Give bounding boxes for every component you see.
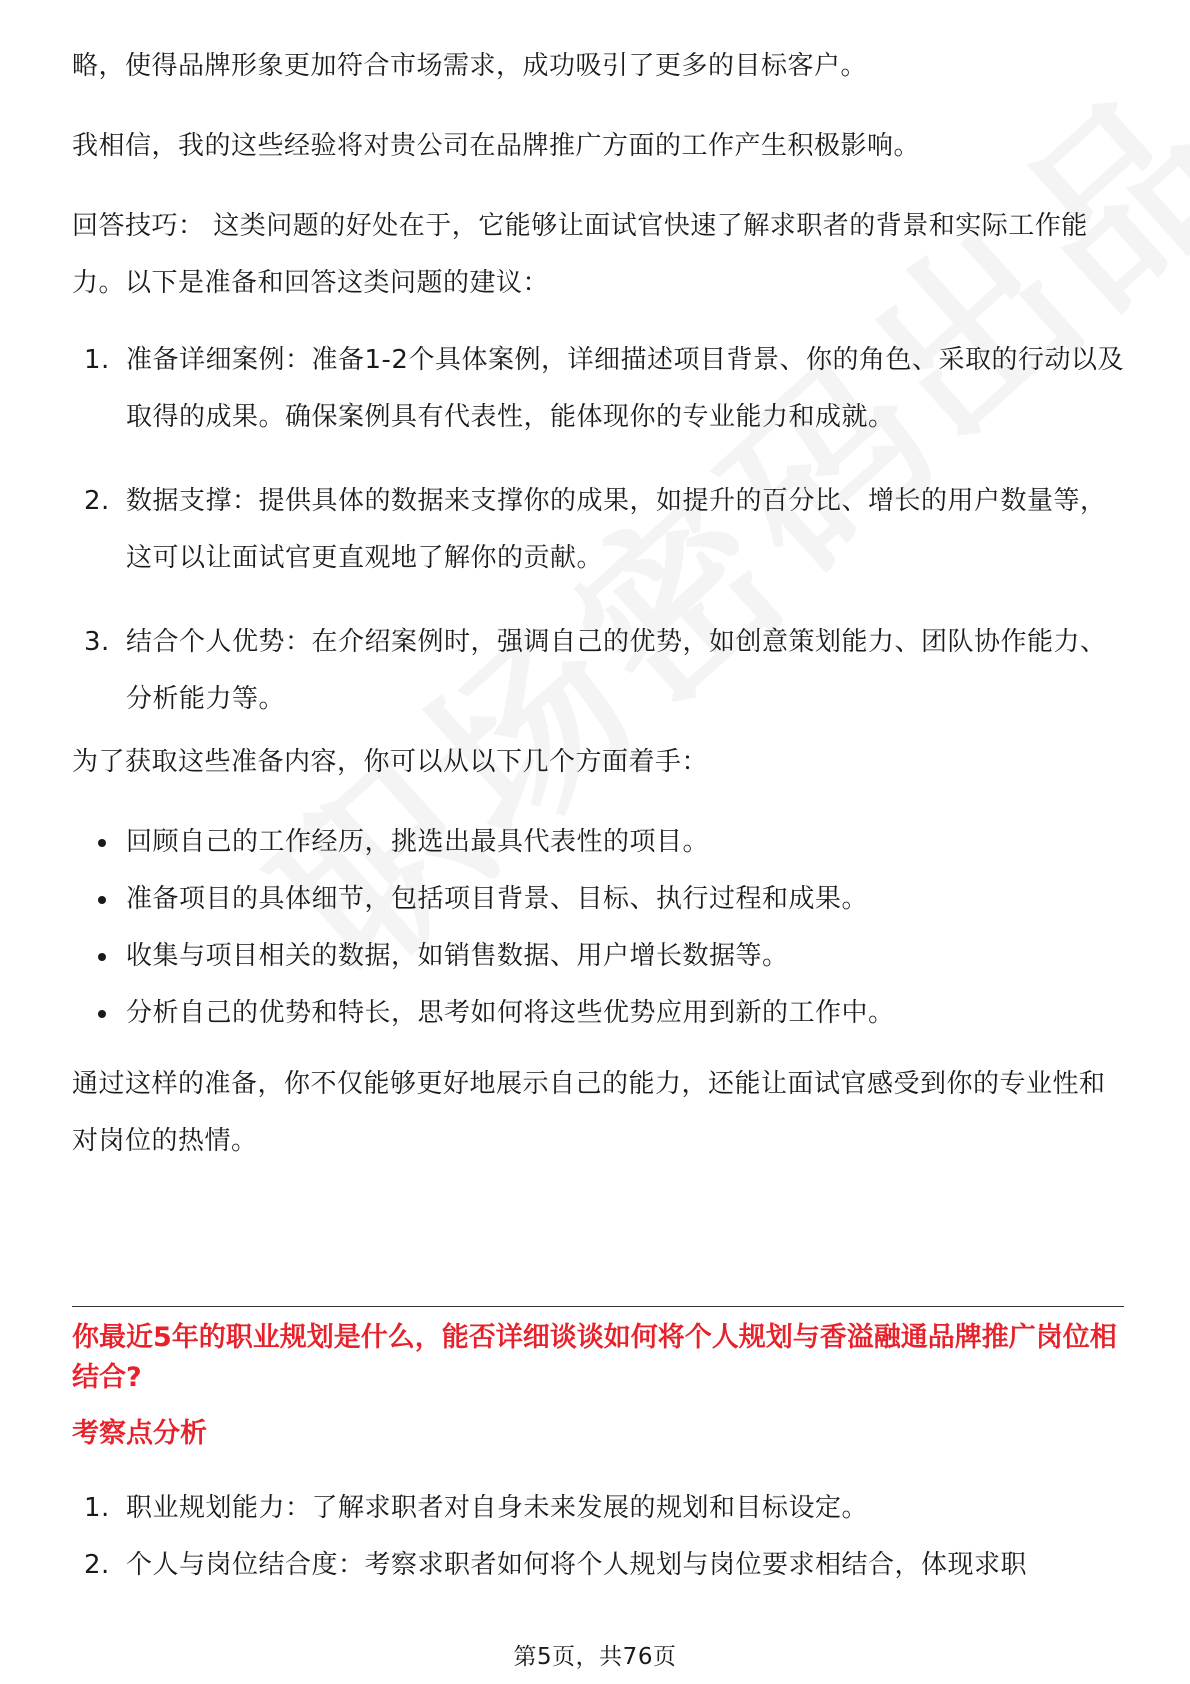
- list-item-text: 个人与岗位结合度：考察求职者如何将个人规划与岗位要求相结合，体现求职: [126, 1550, 1028, 1580]
- list-number: 2.: [84, 486, 110, 516]
- list-item: [72, 614, 1124, 728]
- list-item: [72, 332, 1124, 446]
- list-item: [72, 473, 1124, 587]
- bullet-text: 准备项目的具体细节，包括项目背景、目标、执行过程和成果。: [126, 884, 869, 914]
- paragraph-belief: 我相信，我的这些经验将对贵公司在品牌推广方面的工作产生积极影响。: [72, 131, 921, 161]
- bullet-text: 收集与项目相关的数据，如销售数据、用户增长数据等。: [126, 941, 789, 971]
- paragraph-answer-tips: 回答技巧： 这类问题的好处在于，它能够让面试官快速了解求职者的背景和实际工作能力。以下是准备和回答这类问题的建议：: [72, 211, 1088, 298]
- list-item: [72, 1480, 1124, 1537]
- bullet-item: [72, 871, 1124, 928]
- bullet-dot: [98, 896, 106, 904]
- paragraph-continuation: 略，使得品牌形象更加符合市场需求，成功吸引了更多的目标客户。: [72, 51, 868, 81]
- tips-list: [72, 332, 1124, 728]
- list-number: 1.: [84, 345, 110, 375]
- list-item-text: 职业规划能力：了解求职者对自身未来发展的规划和目标设定。: [126, 1493, 869, 1523]
- bullet-item: [72, 928, 1124, 985]
- bullet-dot: [98, 1010, 106, 1018]
- question-heading: 你最近5年的职业规划是什么，能否详细谈谈如何将个人规划与香溢融通品牌推广岗位相结合?: [72, 1322, 1117, 1393]
- section-divider: [72, 1306, 1124, 1307]
- analysis-list: [72, 1480, 1124, 1594]
- list-item-text: 数据支撑：提供具体的数据来支撑你的成果，如提升的百分比、增长的用户数量等，这可以让面试官更直观地了解你的贡献。: [126, 486, 1107, 573]
- list-item-text: 准备详细案例：准备1-2个具体案例，详细描述项目背景、你的角色、采取的行动以及取得的成果。确保案例具有代表性，能体现你的专业能力和成就。: [126, 345, 1124, 432]
- bullet-item: [72, 814, 1124, 871]
- list-number: 3.: [84, 627, 110, 657]
- bullet-text: 回顾自己的工作经历，挑选出最具代表性的项目。: [126, 827, 710, 857]
- list-number: 2.: [84, 1550, 110, 1580]
- paragraph-conclusion: 通过这样的准备，你不仅能够更好地展示自己的能力，还能让面试官感受到你的专业性和对岗位的热情。: [72, 1069, 1106, 1156]
- preparation-bullets: [72, 814, 1124, 1042]
- analysis-subheading: 考察点分析: [72, 1418, 207, 1449]
- list-item-text: 结合个人优势：在介绍案例时，强调自己的优势，如创意策划能力、团队协作能力、分析能力等。: [126, 627, 1107, 714]
- bullet-dot: [98, 839, 106, 847]
- bullet-text: 分析自己的优势和特长，思考如何将这些优势应用到新的工作中。: [126, 998, 895, 1028]
- list-item: [72, 1537, 1124, 1594]
- bullet-dot: [98, 953, 106, 961]
- paragraph-preparation: 为了获取这些准备内容，你可以从以下几个方面着手：: [72, 747, 709, 777]
- bullet-item: [72, 985, 1124, 1042]
- page-number: 第5页，共76页: [513, 1644, 677, 1670]
- list-number: 1.: [84, 1493, 110, 1523]
